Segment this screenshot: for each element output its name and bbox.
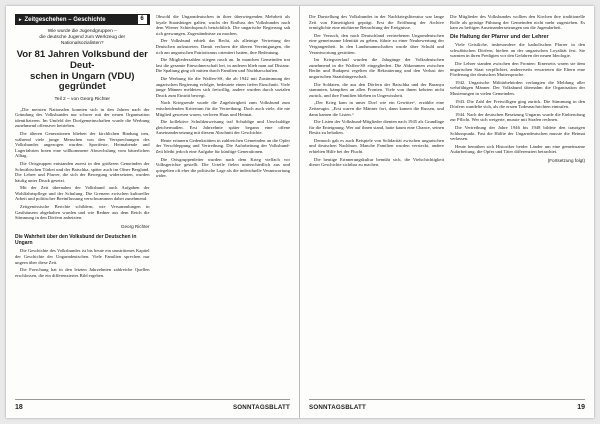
paragraph: Die kollektive Schuldzuweisung traf Schuldige und Unschuldige gleichermaßen. Erst Jahrzehnte später begann eine offene Auseinandersetzung mit diesem Abschnitt der Geschichte. — [155, 119, 290, 136]
right-column-1 — [309, 14, 444, 400]
paragraph: „Die meisten Nationalen konnten sich in den Jahren nach der Gründung des Volksbundes nur schwer mit der neuen Organisation identifizieren. Im Umfeld der Dorfgemeinschaften wurde die Werbung zunehmend offensiver betrieben. — [15, 106, 150, 129]
paragraph: Im Kriegsverlauf wurden die Jahrgänge der Volksdeutschen zunehmend in die Waffen-SS eingegliedert. Die Abkommen zwischen Berlin und Budapest regelten die Rekrutierung und den Verlust der ungarischen Staatsbürgerschaft. — [309, 57, 444, 79]
kicker-line: die deutsche Jugend zum Werkzeug der — [39, 34, 126, 40]
masthead: SONNTAGSBLATT — [232, 404, 290, 411]
headline-line: Vor 81 Jahren Volksbund der Deut- — [16, 49, 148, 71]
article2-headline: Die Wahrheit über den Volksbund der Deutschen in Ungarn — [15, 234, 137, 247]
paragraph: Die Geschichte des Volksbundes ist bis heute ein umstrittenes Kapitel der Geschichte der Ungarndeutschen. Viele Familien sprechen nur ungern über diese Zeit. — [15, 248, 150, 265]
newspaper-spread — [6, 6, 594, 418]
paragraph: Die Lehrer standen zwischen den Fronten: Einerseits waren sie dem ungarischen Staat verpflichtet, andererseits erwarteten die Eltern eine Förderung der deutschen Muttersprache. — [450, 60, 585, 78]
kicker-line: Nationalsozialisten? — [60, 40, 104, 46]
section-title-wrap — [19, 17, 106, 23]
paragraph: Die heutige Erinnerungskultur bemüht sich, die Vielschichtigkeit dieser Geschichte sichtbar zu machen. — [309, 156, 444, 168]
section-marker-icon: ▸ — [19, 16, 22, 23]
author-line: Teil 2 – von Georg Richter — [54, 96, 110, 102]
right-page — [300, 6, 594, 418]
left-column-2 — [156, 14, 291, 400]
paragraph: Der Versuch, den nach Deutschland vertriebenen Ungarndeutschen eine gemeinsame Identität zu geben, führte zu einer Neubewertung der Vergangenheit. In den Landsmannschaften wurde über Schuld und Verantwortung gestritten. — [309, 32, 444, 55]
paragraph: Obwohl die Ungarndeutschen in ihrer überwiegenden Mehrheit als loyale Staatsbürger galten, wuchs der Einfluss des Volksbundes nach dem Wiener Schiedsspruch beträchtlich. Die ungarische Regierung sah sich gezwungen, Zugeständnisse zu machen. — [155, 14, 290, 36]
paragraph: Die Forschung hat in den letzten Jahrzehnten zahlreiche Quellen erschlossen, die ein differenziertes Bild ergeben. — [15, 267, 150, 278]
signature: Georg Richter — [120, 223, 150, 229]
headline-line: schen in Ungarn (VDU) — [30, 70, 135, 82]
kicker-line: Wie wurde die Jugendgruppen – — [47, 29, 117, 34]
page-footer — [309, 399, 585, 412]
paragraph: Die älteren Generationen blieben der kirchlichen Bindung treu, während viele junge Menschen von den Versprechungen des Volksbundes angezogen wurden. Sportfeste, Heimabende und Lagerfahrten boten eine willkommene Abwechslung vom bäuerlichen Alltag. — [15, 130, 150, 159]
paragraph: „Der Krieg kam in unser Dorf wie ein Gewitter“, erzählte eine Zeitzeugin. „Erst waren die Männer fort, dann kamen die Russen, und dann kamen die Listen.“ — [309, 100, 444, 117]
continuation-note: (Fortsetzung folgt) — [547, 157, 585, 163]
paragraph: Die Werbung für die Waffen-SS, die ab 1942 mit Zustimmung der ungarischen Regierung erfolgte, bedeutete einen tiefen Einschnitt. Viele junge Männer meldeten sich freiwillig, andere wurden durch sozialen Druck zum Eintritt bewegt. — [155, 75, 290, 98]
section-bar — [15, 14, 150, 25]
right-page-body — [309, 14, 585, 400]
masthead: SONNTAGSBLATT — [309, 404, 367, 411]
page-footer — [15, 399, 290, 412]
left-page — [6, 6, 300, 418]
headline-line: gegründet — [58, 81, 106, 93]
paragraph: Der Volksbund erhielt das Recht, als alleinige Vertretung der Deutschen aufzutreten. Damit verloren die älteren Vereinigungen, die sich am ungarischen Patriotismus orientiert hatten, ihre Bedeutung. — [155, 38, 290, 55]
paragraph: Die Mitglieder des Volksbundes wollten den Kirchen ihre traditionelle Rolle als geistige Führung der Gemeinden nicht mehr zugestehen. Es kam zu heftigen Auseinandersetzungen um die Jugendarbeit. — [450, 14, 585, 31]
paragraph: Die Mitgliederzahlen stiegen rasch an. In manchen Gemeinden trat fast die gesamte Einwohnerschaft bei, in anderen blieb man auf Distanz. Die Spaltung ging oft mitten durch Familien und Nachbarschaften. — [155, 57, 290, 74]
paragraph: Die Darstellung des Volksbundes in der Nachkriegsliteratur war lange Zeit von Einseitigkeit geprägt. Erst die Eröffnung der Archive ermöglichte eine nüchterne Betrachtung der Ereignisse. — [309, 14, 444, 31]
paragraph: Die Ortsgruppenleiter wurden nach dem Krieg vielfach vor Volksgerichte gestellt. Die Urteile fielen unterschiedlich aus und spiegelten oft eher die politische Lage als die individuelle Verantwortung wider. — [155, 156, 290, 179]
paragraph: Die Soldaten, die aus den Dörfern der Batschka und der Baranya stammten, kämpften an allen Fronten. Viele von ihnen kehrten nicht zurück, und ihre Familien blieben in Ungewissheit. — [309, 81, 444, 98]
paragraph: 1943. Die Zahl der Freiwilligen ging zurück. Die Stimmung in den Dörfern wandelte sich, als die ersten Todesnachrichten eintrafen. — [450, 98, 585, 110]
paragraph: Die Ortsgruppen entstanden zuerst in den größeren Gemeinden der Schwäbischen Türkei und der Batschka, später auch im Ofner Bergland. Die Lehrer und Pfarrer, die sich der Bewegung widersetzten, wurden häufig unter Druck gesetzt. — [15, 160, 150, 183]
paragraph: Die Vertreibung der Jahre 1946 bis 1948 bildete den traurigen Schlusspunkt. Fast die Hälfte der Ungarndeutschen musste die Heimat verlassen. — [450, 124, 585, 142]
paragraph: Nach Kriegsende wurde die Zugehörigkeit zum Volksbund zum entscheidenden Kriterium für die Vertreibung. Doch auch viele, die nie Mitglied gewesen waren, verloren Haus und Heimat. — [155, 100, 290, 117]
page-number: 19 — [577, 404, 585, 411]
section-number: 6 — [138, 15, 147, 24]
paragraph: 1944. Nach der deutschen Besetzung Ungarns wurde die Einberufung zur Pflicht. Wer sich weigerte, musste mit Strafen rechnen. — [450, 111, 585, 123]
paragraph: Viele Geistliche, insbesondere die katholischen Pfarrer in den schwäbischen Dörfern, hielten an der ungarischen Loyalität fest. Sie warnten in ihren Predigten vor den Gefahren der neuen Ideologie. — [450, 42, 585, 59]
paragraph: Die Listen der Volksbund-Mitglieder dienten nach 1945 als Grundlage für die Enteignung. Wer auf ihnen stand, hatte kaum eine Chance, seinen Besitz zu behalten. — [309, 119, 444, 136]
paragraph: Heute bemühen sich Historiker beider Länder um eine gemeinsame Aufarbeitung, die Opfer und Täter differenziert betrachtet. — [450, 143, 585, 155]
left-column-1 — [15, 14, 150, 400]
paragraph: 1942. Ungarische Militärbehörden verlangten die Meldung aller wehrfähigen Männer. Der Volksbund übernahm die Organisation der Musterungen in vielen Gemeinden. — [450, 79, 585, 96]
left-page-body — [15, 14, 290, 400]
section-title: Zeitgeschehen – Geschichte — [24, 16, 106, 23]
right-column-2 — [450, 14, 585, 400]
article-kicker — [15, 29, 150, 46]
paragraph: Heute erinnern Gedenkstätten in zahlreichen Gemeinden an die Opfer der Verschleppung und Vertreibung. Die Aufarbeitung der Volksbund-Zeit bleibt jedoch eine Aufgabe für künftige Generationen. — [155, 137, 290, 155]
article-headline — [15, 50, 150, 92]
paragraph: Mit der Zeit übernahm der Volksbund auch Aufgaben der Wohlfahrtspflege und der Schulung. Die Grenzen zwischen kultureller Arbeit und politischer Beeinflussung verschwammen dabei zunehmend. — [15, 185, 150, 202]
paragraph: Dennoch gab es auch Beispiele von Solidarität zwischen ungarischen und deutschen Nachbarn. Manche Familien wurden versteckt, andere erhielten Hilfe bei der Flucht. — [309, 137, 444, 155]
paragraph: Zeitgenössische Berichte schildern, wie Versammlungen in Gasthäusern abgehalten wurden und wie Redner aus dem Reich die Stimmung in den Dörfern anheizten. — [15, 204, 150, 221]
page-number: 18 — [15, 404, 23, 411]
subheading: Die Haltung der Pfarrer und der Lehrer — [450, 33, 549, 40]
